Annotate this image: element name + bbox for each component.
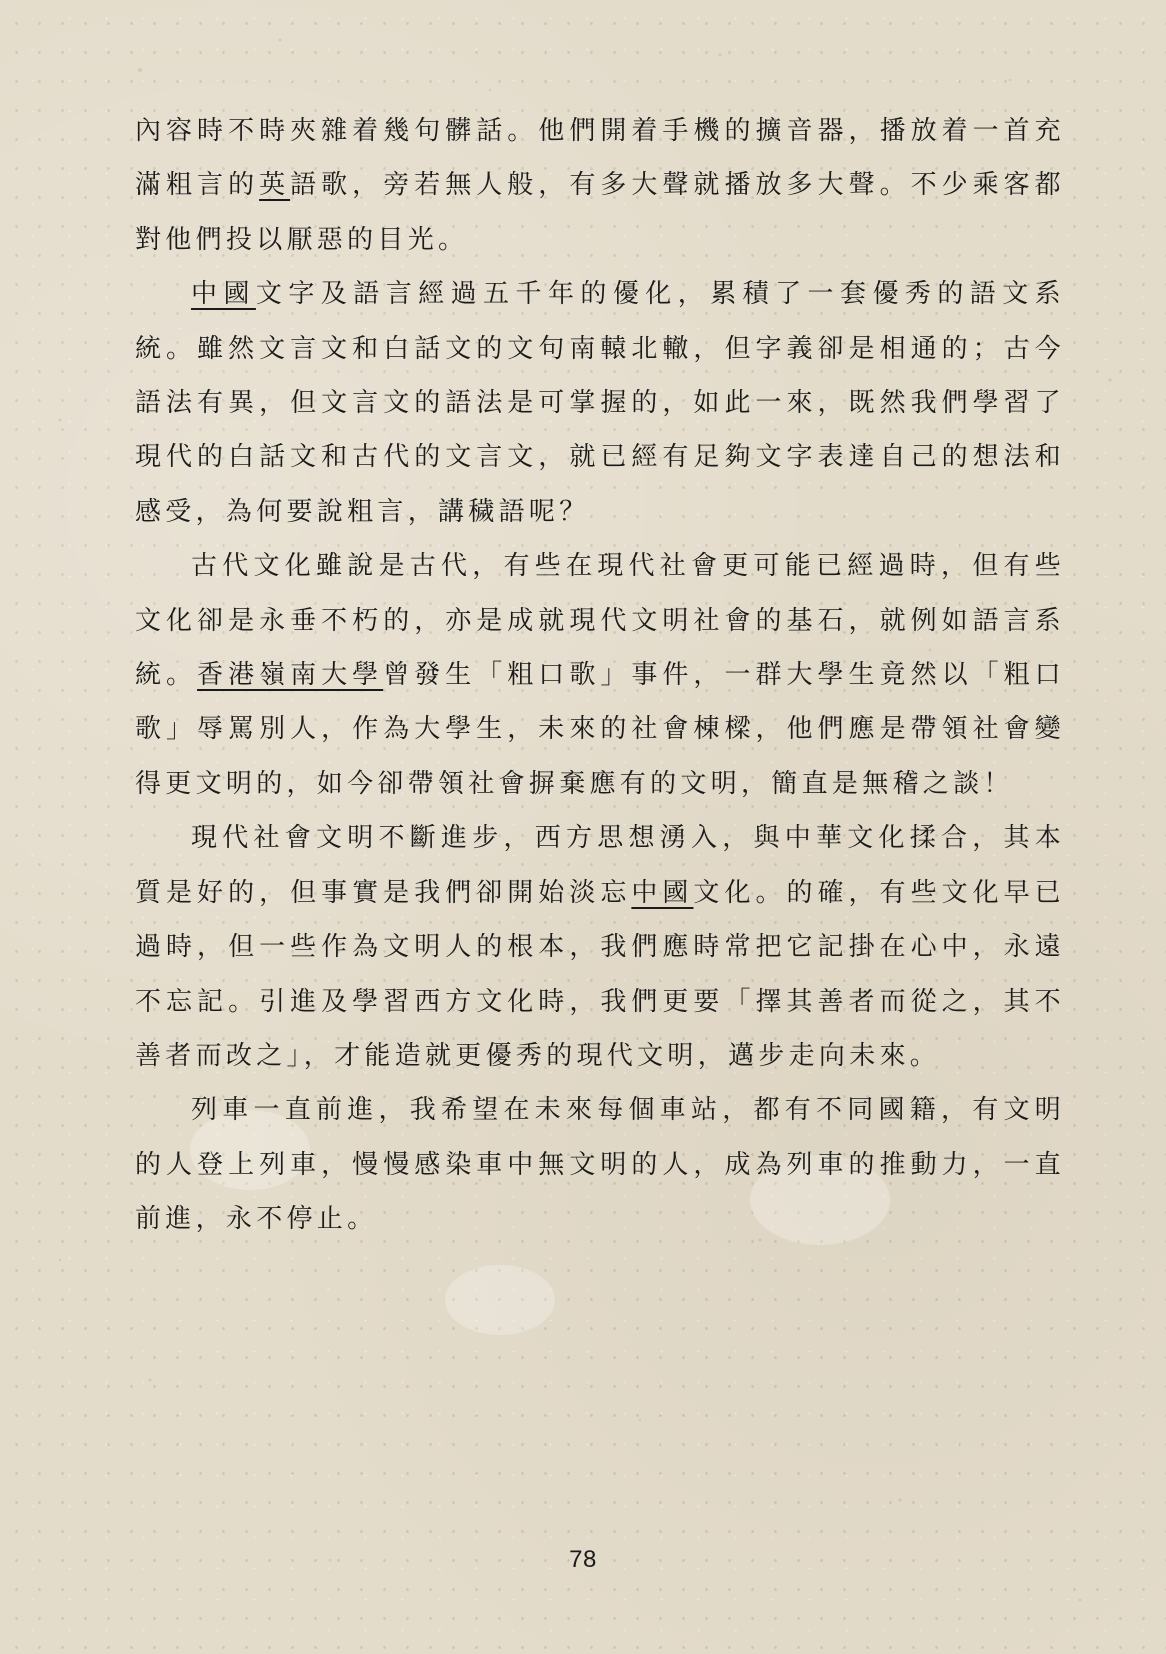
text-run: 現代社會文明不斷進步，西方思想湧入，與中華文化揉合，其本質是好的，但事實是我們卻開始淡忘 [135,823,1065,908]
paragraph [135,267,1065,539]
underlined-proper-noun: 中國 [191,279,256,310]
underlined-proper-noun: 香港嶺南大學 [197,660,384,691]
underlined-proper-noun: 英 [259,170,291,201]
text-run: 文化。的確，有些文化早已過時，但一些作為文明人的根本，我們應時常把它記掛在心中，永遠不忘記。引進及學習西方文化時，我們更要「擇其善者而從之，其不善者而改之」，才能造就更優秀的現代文明，邁步走向未來。 [135,877,1065,1071]
page-number: 78 [569,1546,597,1573]
paragraph [135,104,1065,267]
text-run: 古代文化雖說是古代，有些在現代社會更可能已經過時，但有些文化卻是永垂不朽的，亦是成就現代文明社會的基石，就例如語言系統。 [135,551,1065,691]
text-run: 語歌，旁若無人般，有多大聲就播放多大聲。不少乘客都對他們投以厭惡的目光。 [135,170,1065,255]
text-run: 內容時不時夾雜着幾句髒話。他們開着手機的擴音器，播放着一首充滿粗言的 [135,116,1065,201]
paragraph [135,811,1065,1083]
underlined-proper-noun: 中國 [631,877,694,908]
text-run: 曾發生「粗口歌」事件，一群大學生竟然以「粗口歌」辱罵別人，作為大學生，未來的社會棟樑，他們應是帶領社會變得更文明的，如今卻帶領社會摒棄應有的文明，簡直是無稽之談！ [135,660,1065,799]
text-run: 文字及語言經過五千年的優化，累積了一套優秀的語文系統。雖然文言文和白話文的文句南轅北轍，但字義卻是相通的；古今語法有異，但文言文的語法是可掌握的，如此一來，既然我們學習了現代的白話文和古代的文言文，就已經有足夠文字表達自己的想法和感受，為何要說粗言，講穢語呢？ [135,279,1065,527]
text-run: 列車一直前進，我希望在未來每個車站，都有不同國籍，有文明的人登上列車，慢慢感染車中無文明的人，成為列車的推動力，一直前進，永不停止。 [135,1095,1065,1235]
document-body [135,104,1065,1247]
paragraph [135,539,1065,811]
paragraph [135,1083,1065,1246]
